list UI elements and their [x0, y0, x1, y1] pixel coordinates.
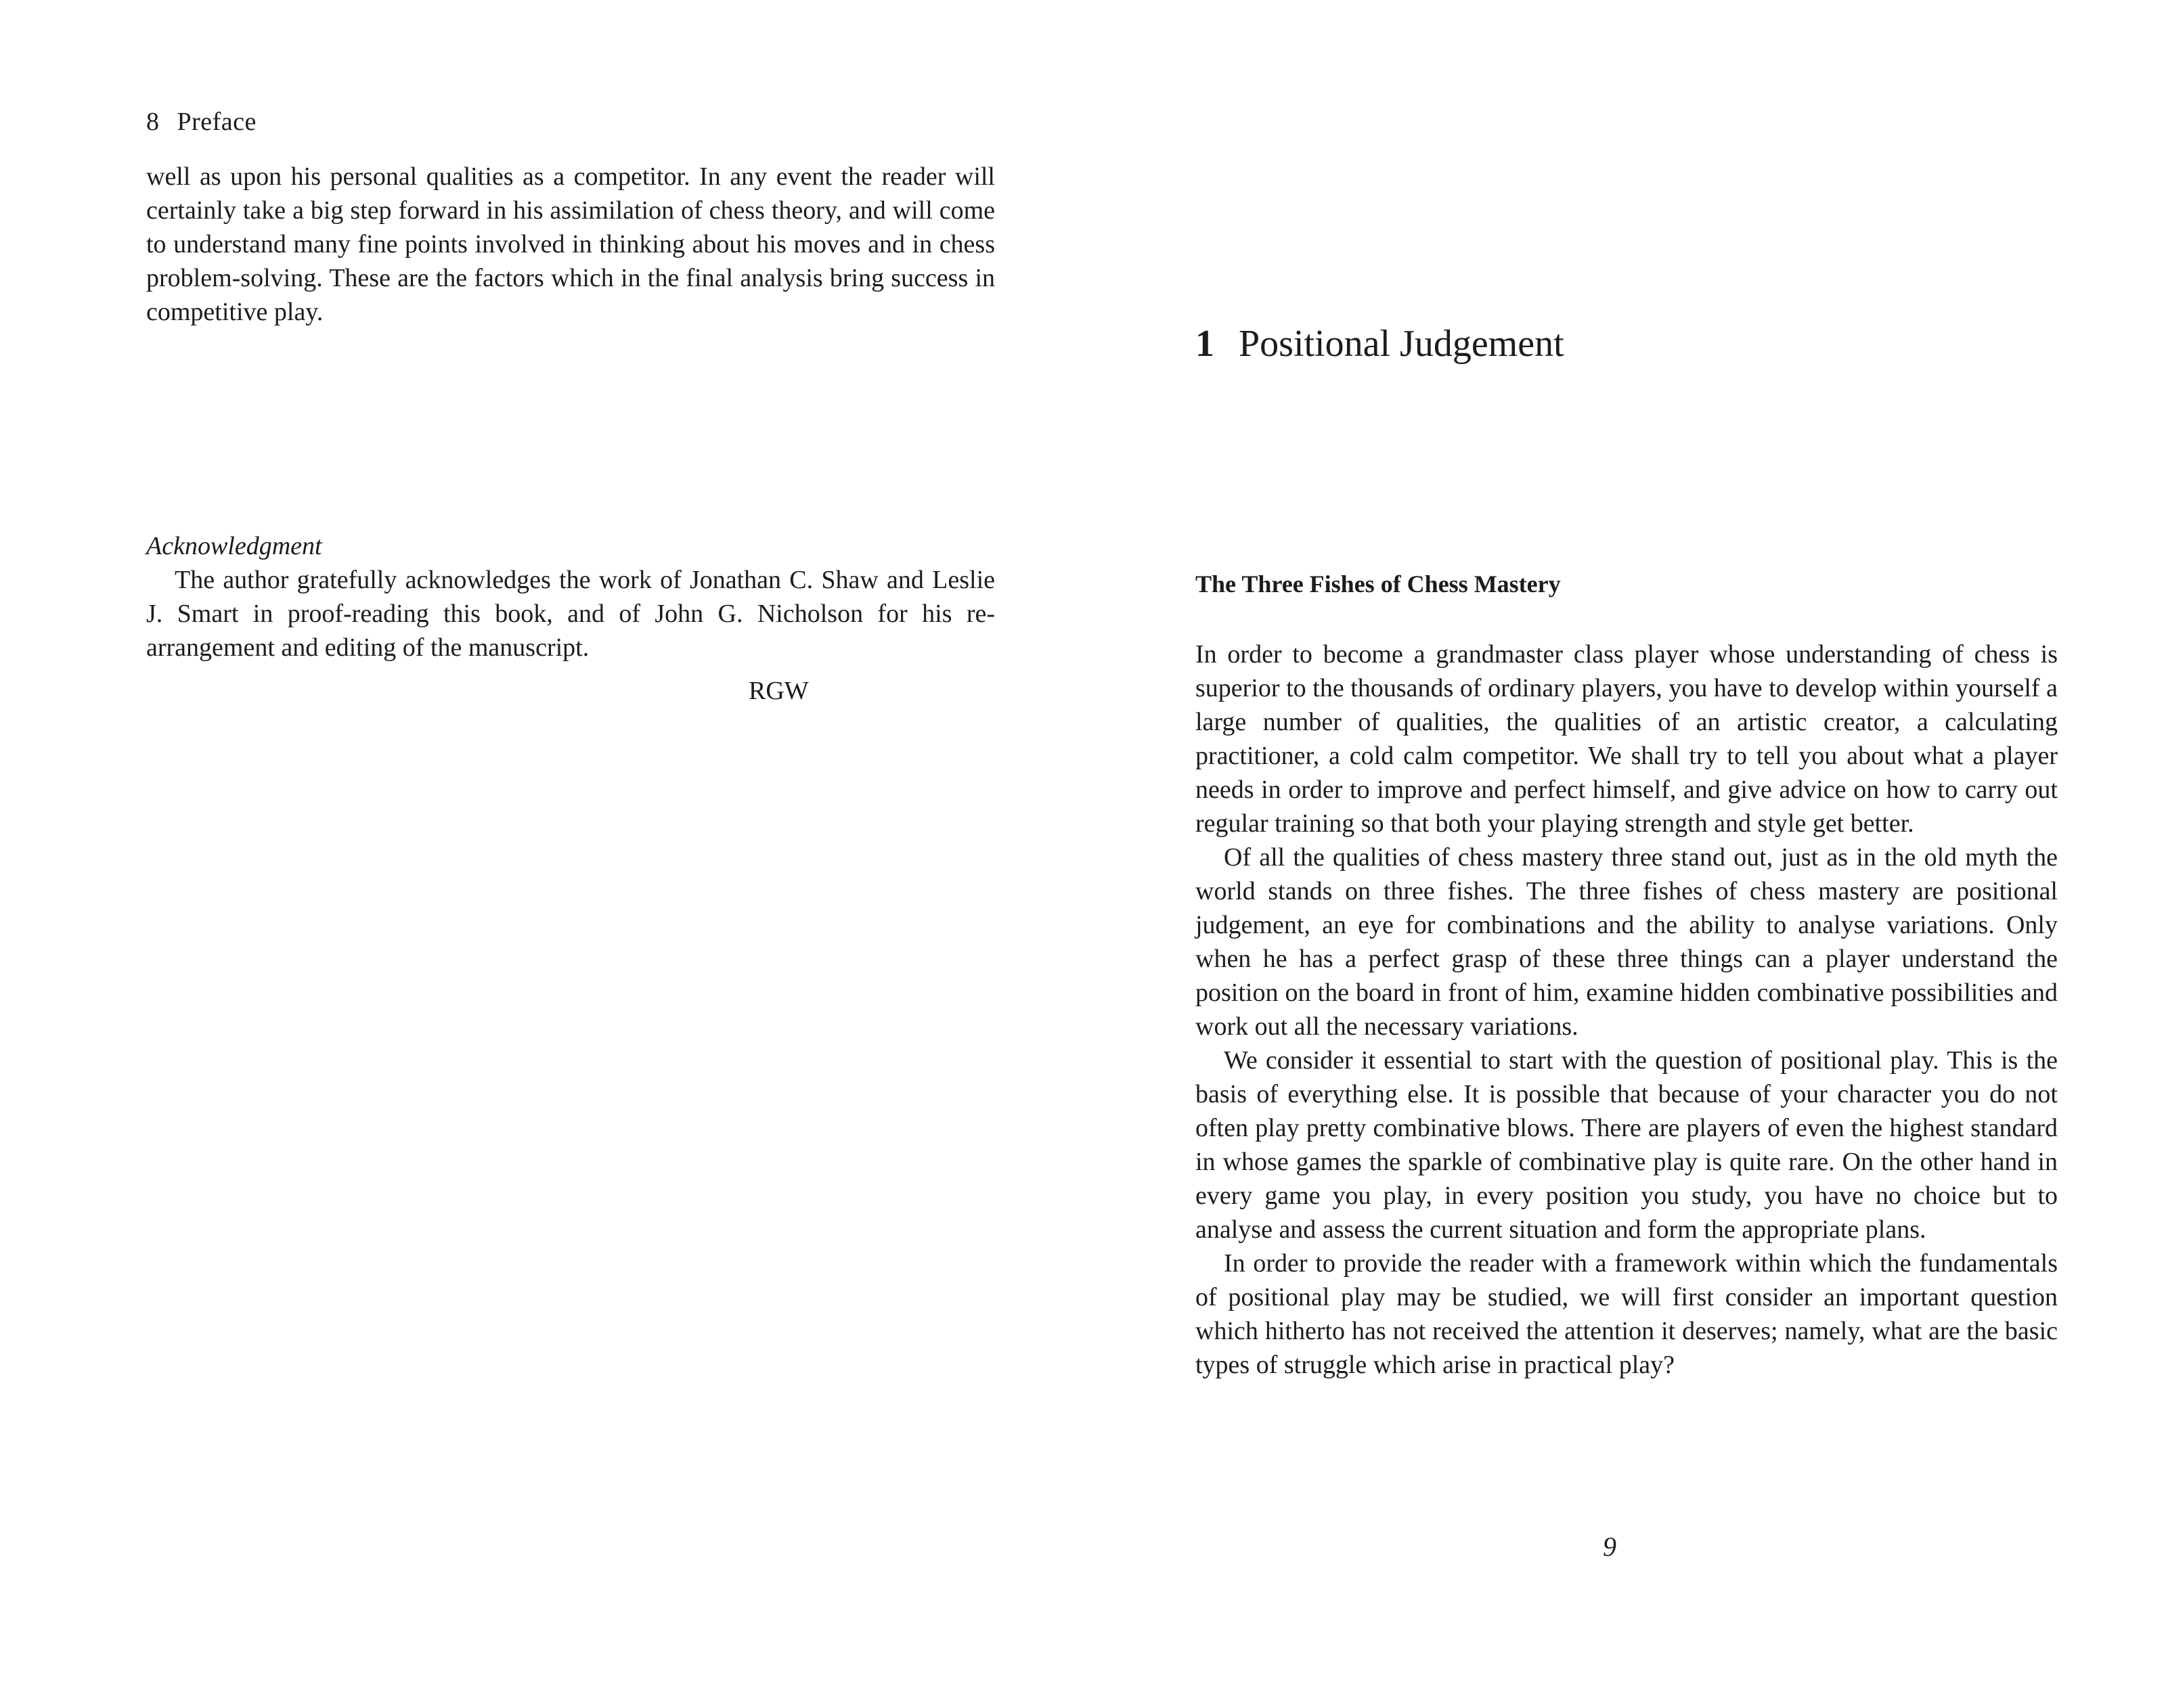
chapter-number: 1 — [1195, 323, 1214, 365]
running-head-title: Preface — [177, 108, 257, 136]
acknowledgment-text: The author gratefully acknowledges the work of Jonathan C. Shaw and Leslie J. Smart in proof-reading this book, and of John G. Nicholson for his re-arrangement and editing of the manuscript. — [146, 566, 995, 662]
page-number: 9 — [1603, 1531, 1616, 1562]
paragraph: We consider it essential to start with the question of positional play. This is the basis of everything else. It is possible that because of your character you do not often play pretty combinative blows. There are players of even the highest standard in whose games the sparkle of combinative play is quite rare. On the other hand in every game you play, in every position you study, you have no choice but to analyse and assess the current situation and form the appropriate plans. — [1195, 1046, 2058, 1244]
running-head — [146, 107, 257, 137]
acknowledgment-heading: Acknowledgment — [146, 532, 322, 560]
preface-body — [146, 160, 995, 329]
section-heading: The Three Fishes of Chess Mastery — [1195, 570, 1561, 598]
paragraph: In order to provide the reader with a framework within which the fundamentals of positional play may be studied, we will first consider an important question which hitherto has not received the attention it deserves; namely, what are the basic types of struggle which arise in practical play? — [1195, 1249, 2058, 1379]
chapter-title — [1195, 322, 1564, 365]
author-initials: RGW — [749, 677, 809, 705]
paragraph: In order to become a grandmaster class player whose understanding of chess is superior to the thousands of ordinary players, you have to develop within yourself a large number of qualities, the qualities of an artistic creator, a calculating practitioner, a cold calm competitor. We shall try to tell you about what a player needs in order to improve and perfect himself, and give advice on how to carry out regular training so that both your playing strength and style get better. — [1195, 640, 2058, 838]
preface-continuation-paragraph: well as upon his personal qualities as a competitor. In any event the reader will certainly take a big step forward in his assimilation of chess theory, and will come to understand many fine points involved in thinking about his moves and in chess problem-solving. These are the factors which in the final analysis bring success in competitive play. — [146, 162, 995, 326]
left-page-number: 8 — [146, 108, 160, 136]
right-page — [1083, 0, 2166, 1708]
chapter-body — [1195, 637, 2058, 1382]
paragraph: Of all the qualities of chess mastery three stand out, just as in the old myth the world stands on three fishes. The three fishes of chess mastery are positional judgement, an eye for combinations and the ability to analyse variations. Only when he has a perfect grasp of these three things can a player understand the position on the board in front of him, examine hidden combinative possibilities and work out all the necessary variations. — [1195, 843, 2058, 1041]
chapter-name: Positional Judgement — [1239, 323, 1564, 365]
acknowledgment-section — [146, 529, 995, 708]
